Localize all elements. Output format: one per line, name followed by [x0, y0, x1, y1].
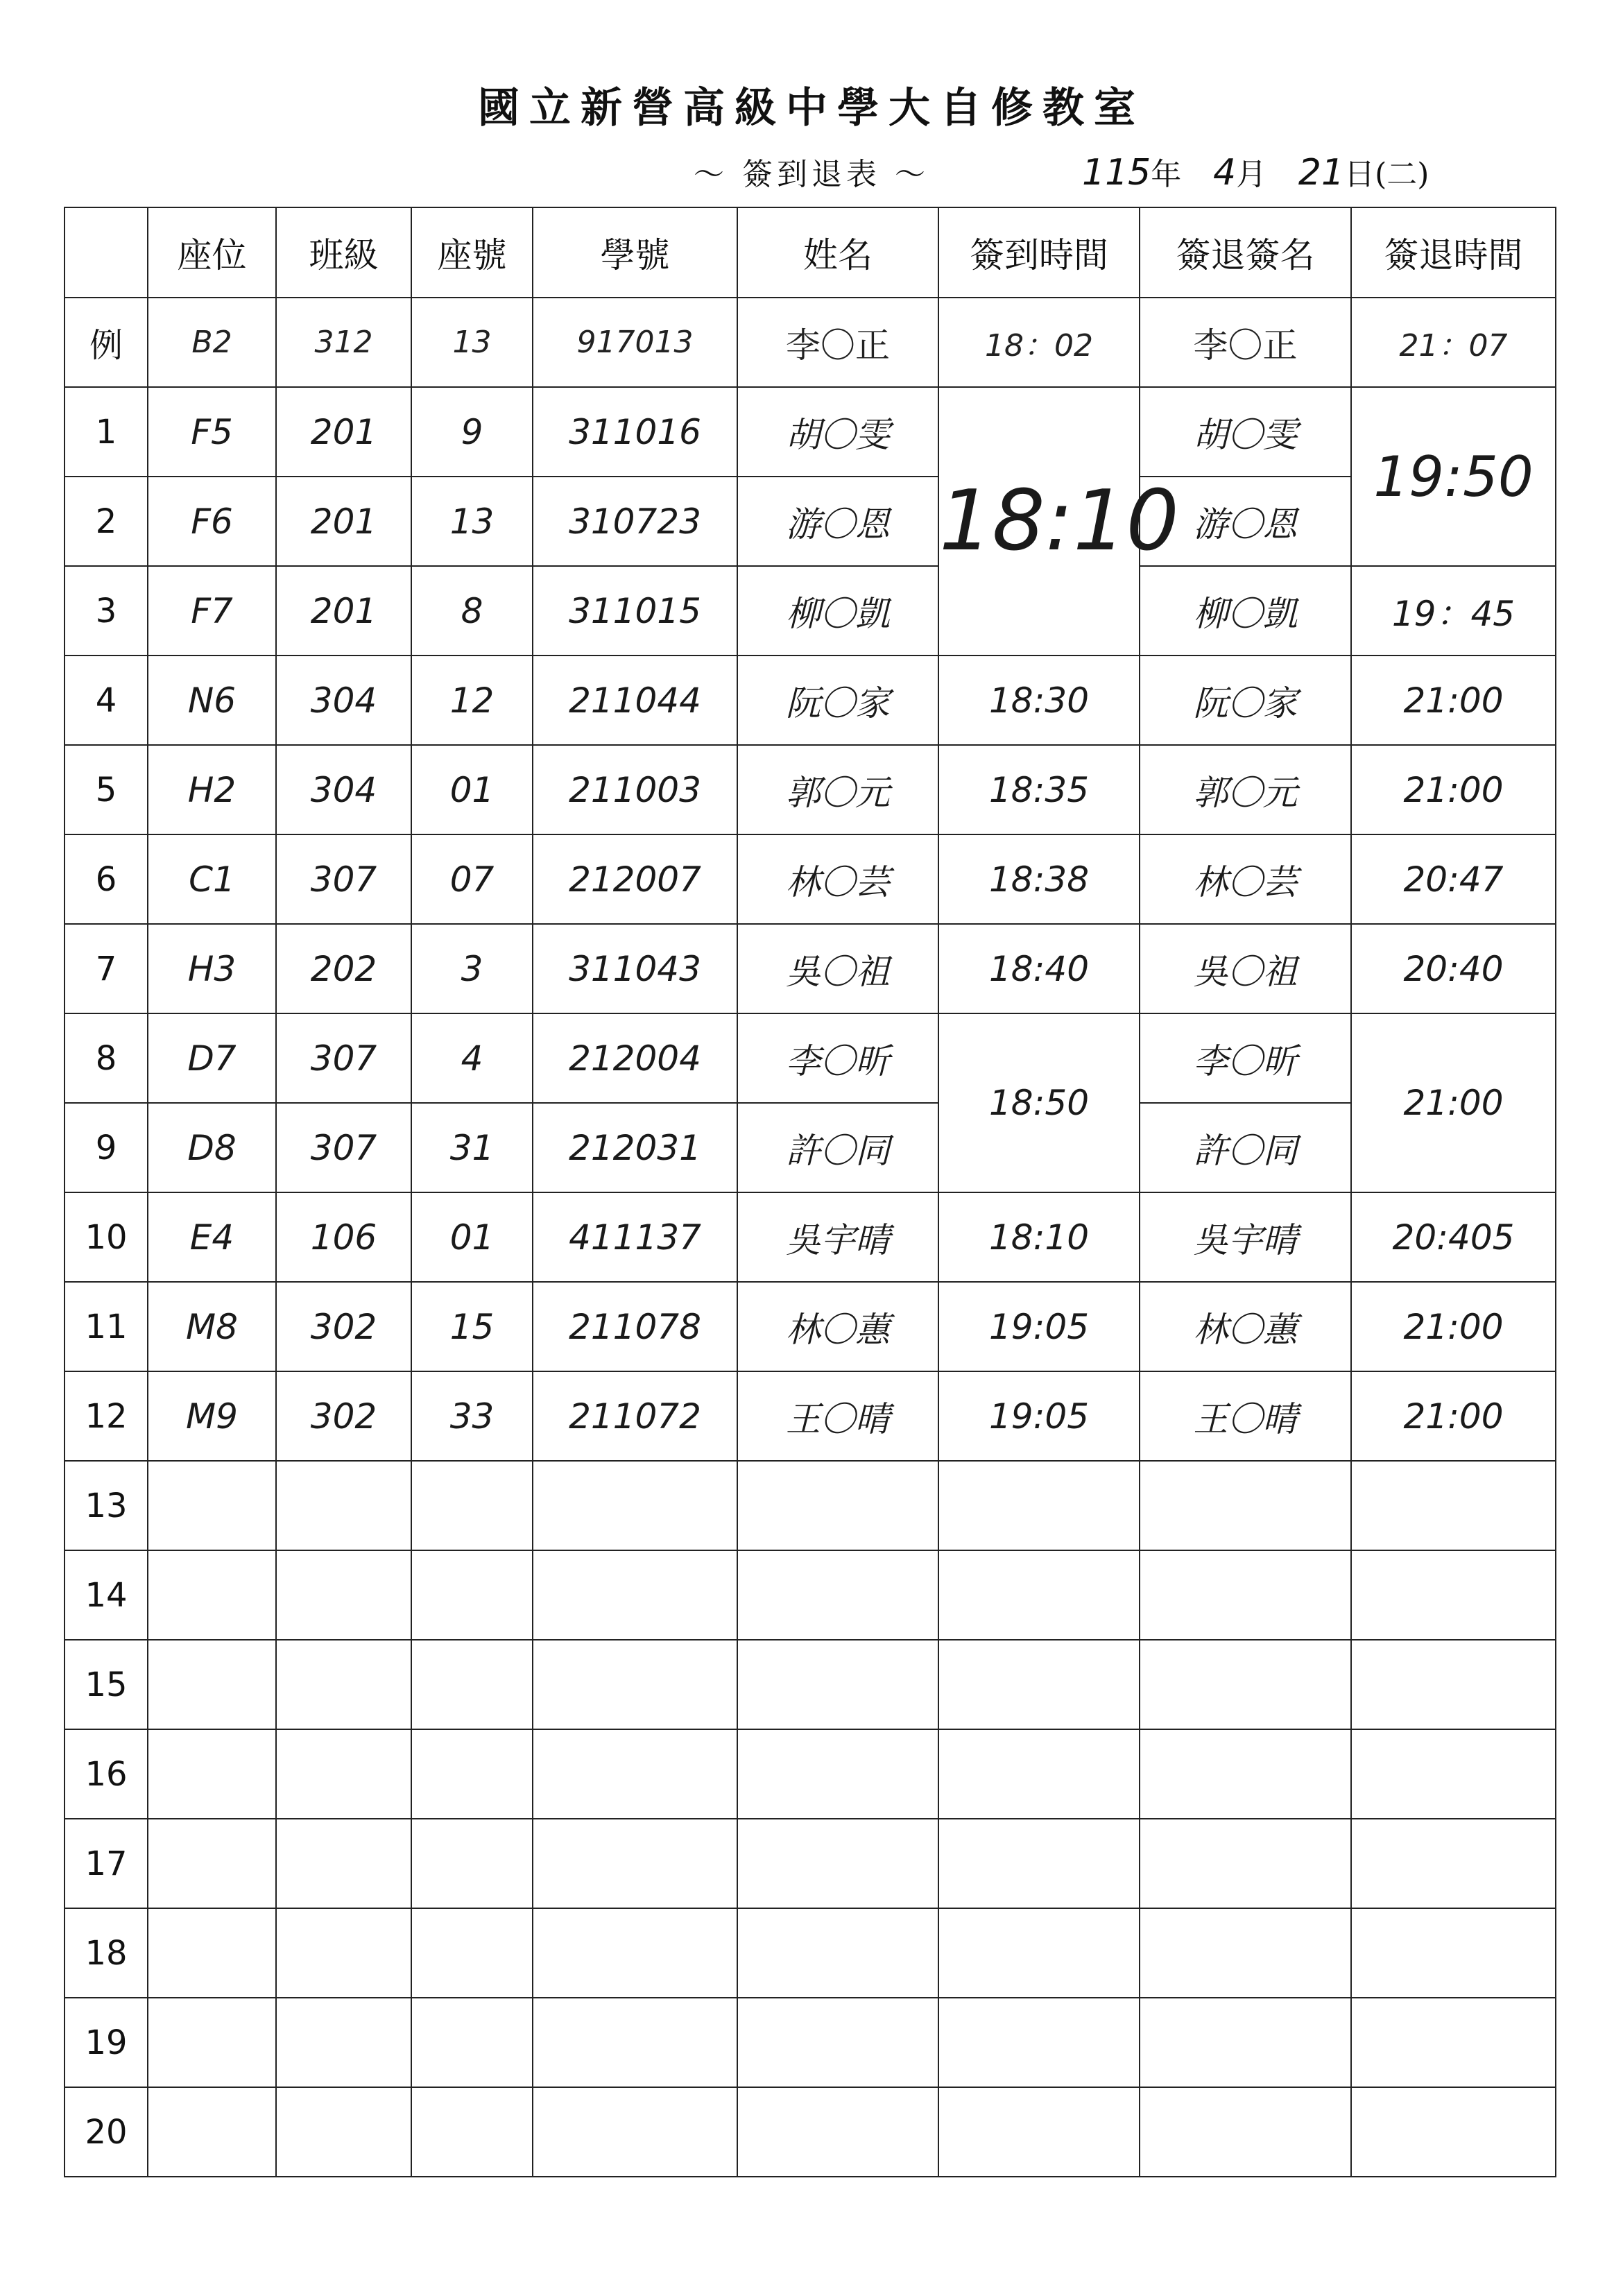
header-row: [65, 207, 1556, 298]
cell-seat: F7: [148, 566, 276, 656]
cell-checkin: 18：02: [938, 298, 1140, 387]
cell-name: 阮〇家: [737, 656, 938, 745]
cell-checkout: [1351, 2087, 1556, 2177]
cell-checkout: 21:00: [1351, 656, 1556, 745]
cell-seat: [148, 1729, 276, 1819]
table-row: [65, 1908, 1556, 1998]
row-no: 10: [65, 1192, 148, 1282]
cell-class: 302: [276, 1371, 411, 1461]
table-row: [65, 834, 1556, 924]
row-no: 5: [65, 745, 148, 834]
table-row: [65, 1729, 1556, 1819]
cell-signout-name: [1140, 1729, 1351, 1819]
date-year: 115: [1082, 152, 1151, 194]
cell-checkin: [938, 1908, 1140, 1998]
cell-seat: N6: [148, 656, 276, 745]
cell-checkout-merged: 19:50: [1351, 387, 1556, 566]
cell-class: [276, 1550, 411, 1640]
cell-class: [276, 1461, 411, 1550]
date-day: 21: [1298, 152, 1345, 194]
cell-signout-name: [1140, 2087, 1351, 2177]
cell-signout-name: 柳〇凱: [1140, 566, 1351, 656]
cell-class: 307: [276, 1013, 411, 1103]
row-no: 18: [65, 1908, 148, 1998]
row-no: 6: [65, 834, 148, 924]
cell-seat: [148, 1461, 276, 1550]
cell-name: 林〇蕙: [737, 1282, 938, 1371]
cell-checkin: 18:10: [938, 1192, 1140, 1282]
date-line: [1082, 149, 1429, 194]
cell-checkout: [1351, 1729, 1556, 1819]
cell-signout-name: [1140, 1908, 1351, 1998]
cell-student-id: 311016: [533, 387, 737, 477]
cell-checkout: 20:40: [1351, 924, 1556, 1013]
cell-name: [737, 1461, 938, 1550]
cell-signout-name: 李〇正: [1140, 298, 1351, 387]
row-no: 13: [65, 1461, 148, 1550]
cell-name: 柳〇凱: [737, 566, 938, 656]
page-subtitle: ～ 簽到退表 ～: [694, 157, 929, 192]
row-no: 1: [65, 387, 148, 477]
cell-seat: [148, 2087, 276, 2177]
cell-class: 202: [276, 924, 411, 1013]
cell-name: [737, 1550, 938, 1640]
cell-seat-no: [411, 1461, 533, 1550]
cell-name: [737, 1729, 938, 1819]
cell-checkout-merged: 21:00: [1351, 1013, 1556, 1192]
cell-student-id: 311015: [533, 566, 737, 656]
table-row: [65, 1819, 1556, 1908]
cell-class: [276, 1819, 411, 1908]
cell-seat-no: [411, 1819, 533, 1908]
cell-name: [737, 2087, 938, 2177]
cell-student-id: 211078: [533, 1282, 737, 1371]
cell-signout-name: 王〇晴: [1140, 1371, 1351, 1461]
cell-signout-name: [1140, 1819, 1351, 1908]
row-no: 11: [65, 1282, 148, 1371]
cell-seat: C1: [148, 834, 276, 924]
cell-checkin: [938, 2087, 1140, 2177]
table-row: [65, 1640, 1556, 1729]
cell-student-id: [533, 1550, 737, 1640]
cell-name: [737, 1908, 938, 1998]
cell-seat: H2: [148, 745, 276, 834]
cell-checkout: [1351, 1461, 1556, 1550]
cell-checkout: 20:405: [1351, 1192, 1556, 1282]
cell-seat: H3: [148, 924, 276, 1013]
col-header-seat-no: 座號: [411, 207, 533, 298]
cell-seat-no: 13: [411, 477, 533, 566]
cell-signout-name: 林〇芸: [1140, 834, 1351, 924]
table-row: [65, 656, 1556, 745]
cell-checkin: [938, 1461, 1140, 1550]
cell-signout-name: [1140, 1550, 1351, 1640]
cell-signout-name: 阮〇家: [1140, 656, 1351, 745]
cell-seat: D7: [148, 1013, 276, 1103]
cell-checkout: [1351, 1819, 1556, 1908]
cell-seat-no: 01: [411, 1192, 533, 1282]
cell-signout-name: 許〇同: [1140, 1103, 1351, 1192]
cell-checkout: 19：45: [1351, 566, 1556, 656]
cell-seat: [148, 1819, 276, 1908]
cell-student-id: 211003: [533, 745, 737, 834]
cell-checkin: [938, 1640, 1140, 1729]
table-row: [65, 1371, 1556, 1461]
table-row: [65, 1461, 1556, 1550]
cell-class: 304: [276, 745, 411, 834]
cell-name: [737, 1998, 938, 2087]
table-row: [65, 1998, 1556, 2087]
table-row: [65, 1550, 1556, 1640]
cell-name: 李〇正: [737, 298, 938, 387]
cell-class: 307: [276, 1103, 411, 1192]
cell-signout-name: 李〇昕: [1140, 1013, 1351, 1103]
cell-seat-no: 31: [411, 1103, 533, 1192]
cell-checkin: [938, 1819, 1140, 1908]
date-month: 4: [1213, 152, 1237, 194]
cell-seat: [148, 1550, 276, 1640]
cell-checkout: [1351, 1640, 1556, 1729]
table-row: [65, 2087, 1556, 2177]
cell-signout-name: 游〇恩: [1140, 477, 1351, 566]
cell-seat-no: 07: [411, 834, 533, 924]
cell-checkin: 18:38: [938, 834, 1140, 924]
cell-name: 游〇恩: [737, 477, 938, 566]
cell-checkin: [938, 1729, 1140, 1819]
cell-student-id: [533, 2087, 737, 2177]
row-no: 15: [65, 1640, 148, 1729]
col-header-signout-name: 簽退簽名: [1140, 207, 1351, 298]
cell-checkout: [1351, 1550, 1556, 1640]
row-no: 3: [65, 566, 148, 656]
cell-seat-no: [411, 1550, 533, 1640]
cell-seat-no: 01: [411, 745, 533, 834]
cell-class: [276, 1998, 411, 2087]
col-header-no: [65, 207, 148, 298]
cell-seat-no: [411, 1998, 533, 2087]
cell-name: [737, 1819, 938, 1908]
cell-seat-no: [411, 2087, 533, 2177]
cell-checkout: 21:00: [1351, 1282, 1556, 1371]
cell-signout-name: 胡〇雯: [1140, 387, 1351, 477]
table-row: [65, 745, 1556, 834]
cell-checkin-merged: 18:10: [938, 387, 1140, 656]
cell-student-id: 310723: [533, 477, 737, 566]
cell-name: 林〇芸: [737, 834, 938, 924]
cell-name: 許〇同: [737, 1103, 938, 1192]
cell-checkout: [1351, 1908, 1556, 1998]
cell-seat: [148, 1998, 276, 2087]
cell-seat-no: 15: [411, 1282, 533, 1371]
col-header-checkin: 簽到時間: [938, 207, 1140, 298]
cell-name: [737, 1640, 938, 1729]
row-no: 9: [65, 1103, 148, 1192]
row-no: 4: [65, 656, 148, 745]
cell-signout-name: [1140, 1461, 1351, 1550]
cell-student-id: 212031: [533, 1103, 737, 1192]
page-title: 國立新營高級中學大自修教室: [478, 84, 1145, 132]
cell-signout-name: [1140, 1998, 1351, 2087]
cell-class: 304: [276, 656, 411, 745]
cell-signout-name: 郭〇元: [1140, 745, 1351, 834]
date-year-unit: 年: [1151, 157, 1182, 192]
cell-student-id: 211044: [533, 656, 737, 745]
date-day-unit: 日: [1344, 157, 1375, 192]
cell-seat-no: [411, 1729, 533, 1819]
cell-student-id: [533, 1729, 737, 1819]
cell-seat: F6: [148, 477, 276, 566]
cell-seat-no: 3: [411, 924, 533, 1013]
cell-seat-no: [411, 1908, 533, 1998]
cell-student-id: 212004: [533, 1013, 737, 1103]
col-header-class: 班級: [276, 207, 411, 298]
cell-seat: [148, 1640, 276, 1729]
cell-seat-no: 13: [411, 298, 533, 387]
col-header-checkout: 簽退時間: [1351, 207, 1556, 298]
cell-name: 胡〇雯: [737, 387, 938, 477]
cell-class: 302: [276, 1282, 411, 1371]
cell-seat: M9: [148, 1371, 276, 1461]
date-month-unit: 月: [1236, 157, 1267, 192]
table-row: [65, 1013, 1556, 1103]
row-no: 20: [65, 2087, 148, 2177]
cell-name: 郭〇元: [737, 745, 938, 834]
example-row: [65, 298, 1556, 387]
row-no: 7: [65, 924, 148, 1013]
cell-student-id: [533, 1908, 737, 1998]
cell-seat-no: 8: [411, 566, 533, 656]
col-header-name: 姓名: [737, 207, 938, 298]
cell-checkin: 19:05: [938, 1282, 1140, 1371]
cell-seat-no: 12: [411, 656, 533, 745]
cell-checkin: [938, 1550, 1140, 1640]
row-no: 例: [65, 298, 148, 387]
cell-student-id: [533, 1640, 737, 1729]
cell-seat-no: 4: [411, 1013, 533, 1103]
cell-student-id: 411137: [533, 1192, 737, 1282]
cell-checkout: 20:47: [1351, 834, 1556, 924]
table-row: [65, 566, 1556, 656]
cell-checkin: [938, 1998, 1140, 2087]
row-no: 19: [65, 1998, 148, 2087]
cell-checkout: 21:00: [1351, 1371, 1556, 1461]
cell-seat: [148, 1908, 276, 1998]
cell-class: [276, 1729, 411, 1819]
cell-student-id: 917013: [533, 298, 737, 387]
row-no: 17: [65, 1819, 148, 1908]
cell-checkin: 18:30: [938, 656, 1140, 745]
cell-seat: F5: [148, 387, 276, 477]
cell-signout-name: [1140, 1640, 1351, 1729]
cell-checkout: 21:00: [1351, 745, 1556, 834]
cell-name: 王〇晴: [737, 1371, 938, 1461]
table-row: [65, 924, 1556, 1013]
cell-checkout: [1351, 1998, 1556, 2087]
row-no: 16: [65, 1729, 148, 1819]
table-row: [65, 1192, 1556, 1282]
cell-signout-name: 林〇蕙: [1140, 1282, 1351, 1371]
cell-class: [276, 1908, 411, 1998]
cell-seat-no: 33: [411, 1371, 533, 1461]
cell-signout-name: 吳〇祖: [1140, 924, 1351, 1013]
col-header-seat: 座位: [148, 207, 276, 298]
table-row: [65, 1103, 1556, 1192]
cell-seat-no: 9: [411, 387, 533, 477]
row-no: 12: [65, 1371, 148, 1461]
table-row: [65, 477, 1556, 566]
cell-seat: M8: [148, 1282, 276, 1371]
cell-name: 吳宇晴: [737, 1192, 938, 1282]
cell-class: [276, 2087, 411, 2177]
cell-class: 201: [276, 387, 411, 477]
cell-class: 106: [276, 1192, 411, 1282]
cell-seat: E4: [148, 1192, 276, 1282]
cell-seat: B2: [148, 298, 276, 387]
cell-student-id: 211072: [533, 1371, 737, 1461]
cell-seat: D8: [148, 1103, 276, 1192]
cell-class: 312: [276, 298, 411, 387]
cell-name: 李〇昕: [737, 1013, 938, 1103]
date-weekday: (二): [1375, 157, 1429, 192]
row-no: 2: [65, 477, 148, 566]
cell-student-id: [533, 1819, 737, 1908]
cell-class: 201: [276, 566, 411, 656]
cell-student-id: 212007: [533, 834, 737, 924]
cell-student-id: [533, 1461, 737, 1550]
cell-student-id: 311043: [533, 924, 737, 1013]
cell-checkin: 18:35: [938, 745, 1140, 834]
cell-checkout: 21：07: [1351, 298, 1556, 387]
cell-checkin: 18:40: [938, 924, 1140, 1013]
table-row: [65, 387, 1556, 477]
cell-class: 201: [276, 477, 411, 566]
cell-class: 307: [276, 834, 411, 924]
col-header-student-id: 學號: [533, 207, 737, 298]
cell-class: [276, 1640, 411, 1729]
cell-signout-name: 吳宇晴: [1140, 1192, 1351, 1282]
signin-table: [64, 207, 1556, 2177]
cell-seat-no: [411, 1640, 533, 1729]
table-row: [65, 1282, 1556, 1371]
cell-checkin: 19:05: [938, 1371, 1140, 1461]
cell-checkin-merged: 18:50: [938, 1013, 1140, 1192]
row-no: 14: [65, 1550, 148, 1640]
row-no: 8: [65, 1013, 148, 1103]
cell-student-id: [533, 1998, 737, 2087]
cell-name: 吳〇祖: [737, 924, 938, 1013]
